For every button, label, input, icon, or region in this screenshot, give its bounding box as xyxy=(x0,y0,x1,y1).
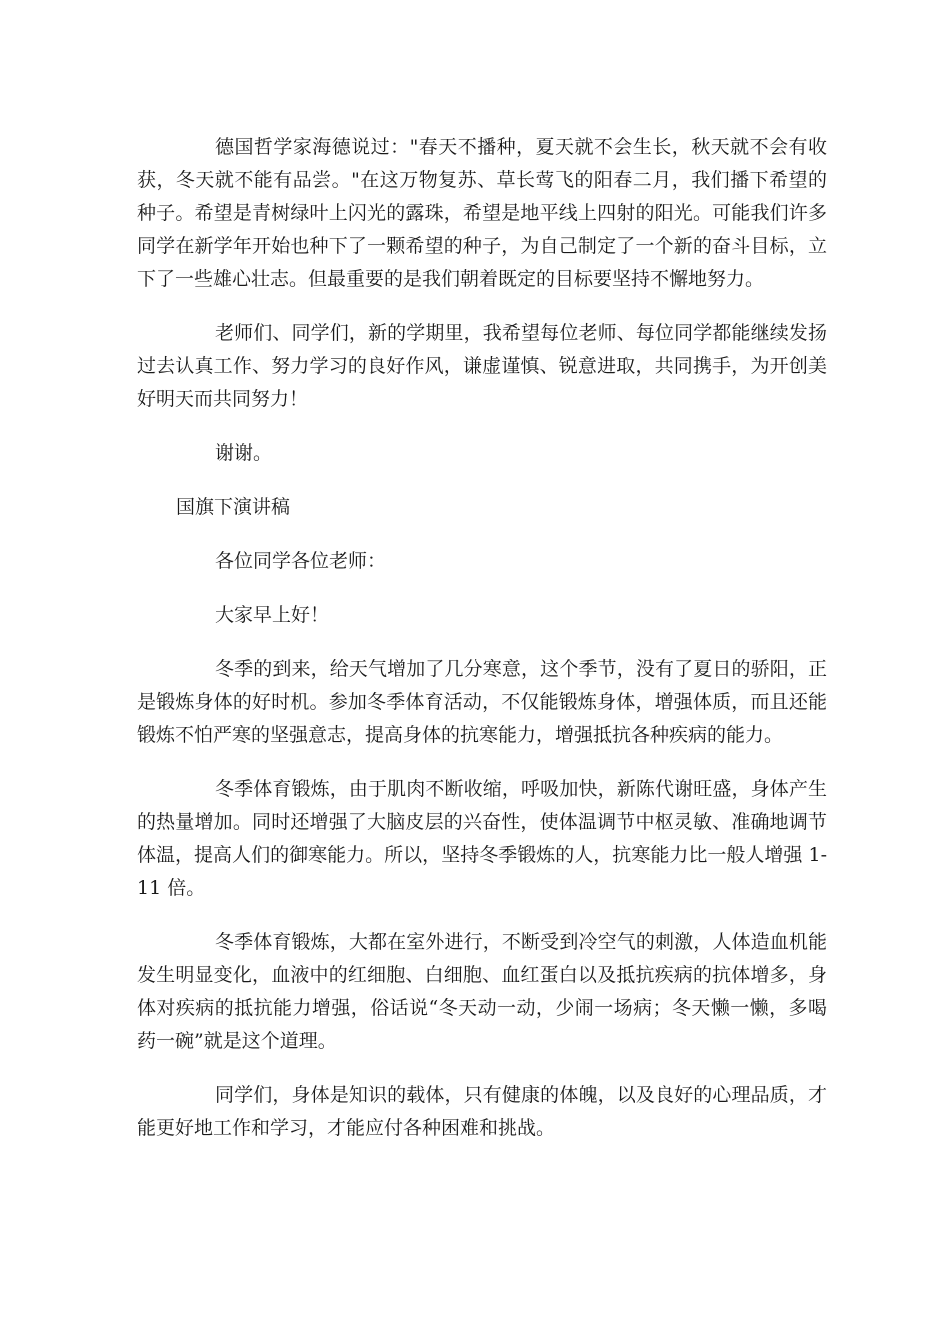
paragraph-greeting: 大家早上好！ xyxy=(215,604,330,626)
paragraph-thanks: 谢谢。 xyxy=(215,442,273,464)
paragraph-new-semester-wish: 老师们、同学们，新的学期里，我希望每位老师、每位同学都能继续发扬过去认真工作、努力学习的良好作风，谦虚谨慎、锐意进取，共同携手，为开创美好明天而共同努力！ xyxy=(137,322,827,410)
paragraph-winter-immunity: 冬季体育锻炼，大都在室外进行，不断受到冷空气的刺激，人体造血机能发生明显变化，血液中的红细胞、白细胞、血红蛋白以及抵抗疾病的抗体增多，身体对疾病的抵抗能力增强，俗话说“冬天动一动，少闹一场病；冬天懒一懒，多喝药一碗”就是这个道理。 xyxy=(137,931,827,1052)
section-title: 国旗下演讲稿 xyxy=(176,496,291,518)
document-body xyxy=(137,131,827,1166)
paragraph-winter-metabolism: 冬季体育锻炼，由于肌肉不断收缩，呼吸加快，新陈代谢旺盛，身体产生的热量增加。同时还增强了大脑皮层的兴奋性，使体温调节中枢灵敏、准确地调节体温，提高人们的御寒能力。所以，坚持冬季锻炼的人，抗寒能力比一般人增强 1-11 倍。 xyxy=(137,778,827,899)
paragraph-haide-quote: 德国哲学家海德说过："春天不播种，夏天就不会生长，秋天就不会有收获，冬天就不能有品尝。"在这万物复苏、草长莺飞的阳春二月，我们播下希望的种子。希望是青树绿叶上闪光的露珠，希望是地平线上四射的阳光。可能我们许多同学在新学年开始也种下了一颗希望的种子，为自己制定了一个新的奋斗目标，立下了一些雄心壮志。但最重要的是我们朝着既定的目标要坚持不懈地努力。 xyxy=(137,136,827,290)
paragraph-salutation: 各位同学各位老师： xyxy=(215,550,387,572)
paragraph-conclusion: 同学们，身体是知识的载体，只有健康的体魄，以及良好的心理品质，才能更好地工作和学习，才能应付各种困难和挑战。 xyxy=(137,1084,827,1139)
paragraph-winter-intro: 冬季的到来，给天气增加了几分寒意，这个季节，没有了夏日的骄阳，正是锻炼身体的好时机。参加冬季体育活动，不仅能锻炼身体，增强体质，而且还能锻炼不怕严寒的坚强意志，提高身体的抗寒能力，增强抵抗各种疾病的能力。 xyxy=(137,658,827,746)
